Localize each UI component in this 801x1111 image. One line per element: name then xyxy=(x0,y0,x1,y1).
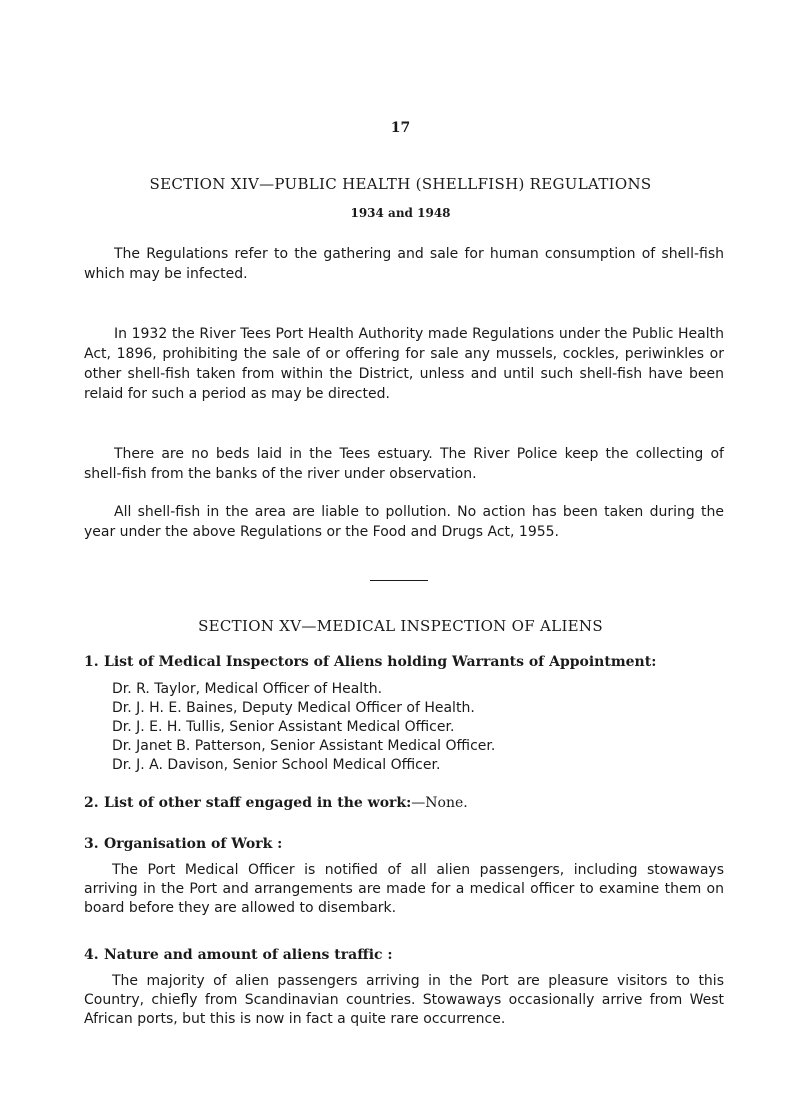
item-4-heading-text: Nature and amount of aliens traffic : xyxy=(104,947,393,963)
section-xiv-paragraph-1: The Regulations refer to the gathering and sale for human consumption of shell-fish which may be infected. xyxy=(84,246,724,282)
item-2-number: 2. xyxy=(84,795,99,811)
item-1-heading xyxy=(84,654,656,670)
section-xiv-subtitle: 1934 and 1948 xyxy=(350,206,451,220)
page-number: 17 xyxy=(390,120,411,136)
item-2-tail: —None. xyxy=(411,795,468,811)
item-4-number: 4. xyxy=(84,947,99,963)
item-3-heading xyxy=(84,836,282,852)
section-xiv-title: SECTION XIV—PUBLIC HEALTH (SHELLFISH) REGULATIONS xyxy=(149,175,652,193)
item-2-heading xyxy=(84,795,468,811)
section-divider xyxy=(370,580,428,581)
list-item: Dr. Janet B. Patterson, Senior Assistant Medical Officer. xyxy=(112,738,496,754)
item-3-paragraph: The Port Medical Officer is notified of all alien passengers, including stowaways arriving in the Port and arrangements are made for a medical officer to examine them on board before they are allowed to disembark. xyxy=(84,862,724,916)
list-item: Dr. J. H. E. Baines, Deputy Medical Officer of Health. xyxy=(112,700,475,716)
inspectors-list xyxy=(112,680,732,775)
item-1-number: 1. xyxy=(84,654,99,670)
list-item: Dr. R. Taylor, Medical Officer of Health. xyxy=(112,681,383,697)
item-3-heading-text: Organisation of Work : xyxy=(104,836,283,852)
section-xiv-paragraph-2: In 1932 the River Tees Port Health Authority made Regulations under the Public Health Act, 1896, prohibiting the sale of or offering for sale any mussels, cockles, periwinkles or other shell-fish taken from within the District, unless and until such shell-fish have been relaid for such a period as may be directed. xyxy=(84,326,724,402)
item-2-heading-text: List of other staff engaged in the work: xyxy=(104,795,412,811)
list-item: Dr. J. E. H. Tullis, Senior Assistant Medical Officer. xyxy=(112,719,455,735)
item-1-heading-text: List of Medical Inspectors of Aliens holding Warrants of Appointment: xyxy=(104,654,657,670)
section-xiv-paragraph-4: All shell-fish in the area are liable to pollution. No action has been taken during the year under the above Regulations or the Food and Drugs Act, 1955. xyxy=(84,504,724,540)
list-item: Dr. J. A. Davison, Senior School Medical Officer. xyxy=(112,757,441,773)
section-xv-title: SECTION XV—MEDICAL INSPECTION OF ALIENS xyxy=(198,617,603,635)
item-3-number: 3. xyxy=(84,836,99,852)
section-xiv-paragraph-3: There are no beds laid in the Tees estuary. The River Police keep the collecting of shell-fish from the banks of the river under observation. xyxy=(84,446,724,482)
item-4-heading xyxy=(84,947,393,963)
item-4-paragraph: The majority of alien passengers arriving in the Port are pleasure visitors to this Country, chiefly from Scandinavian countries. Stowaways occasionally arrive from West African ports, but this is now in fact a quite rare occurrence. xyxy=(84,973,724,1027)
